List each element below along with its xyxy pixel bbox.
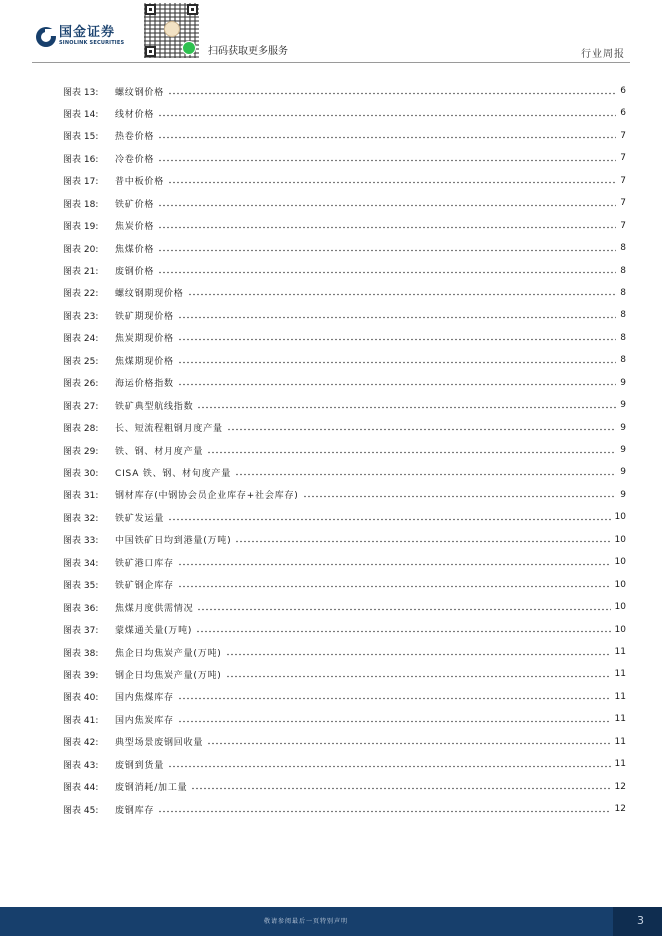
toc-dot-leader: [226, 653, 611, 656]
toc-entry-page: 11: [614, 736, 626, 747]
toc-entry[interactable]: [63, 129, 626, 143]
toc-entry-label: 图表 16:: [63, 154, 99, 165]
toc-entry-label: 图表 21:: [63, 267, 99, 278]
toc-entry-page: 8: [620, 332, 626, 343]
toc-entry-page: 10: [614, 579, 626, 590]
toc-entry-label: 图表 39:: [63, 670, 99, 681]
toc-entry-label: 图表 45:: [63, 805, 99, 816]
toc-entry-label: 图表 36:: [63, 603, 99, 614]
toc-entry-page: 9: [620, 467, 626, 478]
toc-dot-leader: [178, 338, 616, 341]
toc-entry-page: 6: [620, 86, 626, 96]
toc-entry-page: 9: [620, 422, 626, 433]
toc-entry-title: 长、短流程粗钢月度产量: [115, 424, 223, 435]
toc-dot-leader: [178, 720, 611, 723]
toc-entry[interactable]: [63, 488, 626, 502]
toc-entry-label: 图表 41:: [63, 715, 99, 726]
toc-entry-page: 8: [620, 243, 626, 254]
toc-entry-label: 图表 31:: [63, 491, 99, 502]
toc-entry-label: 图表 35:: [63, 581, 99, 592]
toc-entry-page: 10: [614, 602, 626, 613]
toc-entry-title: 废钢库存: [115, 805, 155, 816]
toc-entry-label: 图表 34:: [63, 558, 99, 569]
logo-chinese-name: 国金证券: [59, 25, 116, 40]
toc-entry-label: 图表 42:: [63, 738, 99, 749]
toc-entry-title: 废钢到货量: [115, 760, 165, 771]
toc-entry-page: 11: [614, 647, 626, 657]
toc-dot-leader: [196, 630, 610, 633]
toc-entry-label: 图表 15:: [63, 132, 99, 143]
toc-entry[interactable]: [63, 151, 626, 165]
toc-entry-page: 11: [614, 759, 626, 770]
toc-entry-title: 铁矿期现价格: [115, 311, 174, 322]
toc-entry[interactable]: [63, 241, 626, 255]
toc-dot-leader: [197, 608, 610, 611]
toc-dot-leader: [178, 585, 611, 588]
toc-entry-page: 9: [620, 400, 626, 411]
toc-entry[interactable]: [63, 421, 626, 435]
toc-entry-label: 图表 28:: [63, 424, 99, 435]
toc-entry-page: 11: [614, 669, 626, 680]
toc-entry-page: 10: [614, 557, 626, 568]
toc-dot-leader: [178, 361, 616, 364]
toc-entry-label: 图表 20:: [63, 244, 99, 255]
toc-entry[interactable]: [63, 802, 626, 816]
toc-entry[interactable]: [63, 578, 626, 592]
toc-entry[interactable]: [63, 690, 626, 704]
toc-entry-title: 铁矿钢企库存: [115, 581, 174, 592]
toc-entry-page: 10: [614, 624, 626, 635]
toc-entry-title: 典型场景废钢回收量: [115, 738, 204, 749]
wechat-icon: [182, 41, 196, 55]
toc-dot-leader: [235, 540, 610, 543]
toc-entry-label: 图表 17:: [63, 177, 99, 188]
toc-entry-page: 7: [620, 130, 626, 141]
toc-entry-title: 焦煤期现价格: [115, 356, 174, 367]
toc-entry[interactable]: [63, 443, 626, 457]
toc-entry-title: 冷卷价格: [115, 154, 155, 165]
toc-entry[interactable]: [63, 196, 626, 210]
toc-dot-leader: [158, 271, 616, 274]
toc-entry-title: 国内焦煤库存: [115, 693, 174, 704]
toc-entry-page: 8: [620, 310, 626, 321]
toc-entry-label: 图表 27:: [63, 401, 99, 412]
toc-entry-label: 图表 43:: [63, 760, 99, 771]
toc-entry-label: 图表 26:: [63, 379, 99, 390]
toc-entry-title: 铁、钢、材月度产量: [115, 446, 204, 457]
toc-entry-page: 10: [614, 534, 626, 545]
toc-entry-label: 图表 22:: [63, 289, 99, 300]
toc-entry-page: 7: [620, 175, 626, 186]
toc-entry-title: 铁矿典型航线指数: [115, 401, 194, 412]
toc-dot-leader: [168, 518, 611, 521]
toc-entry-label: 图表 33:: [63, 536, 99, 547]
toc-entry[interactable]: [63, 757, 626, 771]
toc-entry-page: 8: [620, 265, 626, 276]
toc-entry-label: 图表 32:: [63, 513, 99, 524]
toc-entry-label: 图表 13:: [63, 87, 99, 98]
toc-dot-leader: [227, 428, 616, 431]
company-logo: [36, 26, 124, 47]
toc-dot-leader: [235, 473, 616, 476]
toc-entry-page: 7: [620, 198, 626, 209]
toc-entry-title: 螺纹钢期现价格: [115, 289, 184, 300]
toc-entry[interactable]: [63, 106, 626, 120]
toc-dot-leader: [158, 159, 616, 162]
toc-entry-label: 图表 38:: [63, 648, 99, 659]
toc-entry-title: 海运价格指数: [115, 379, 174, 390]
toc-entry-title: 蒙煤通关量(万吨): [115, 626, 193, 637]
toc-entry-title: 废钢消耗/加工量: [115, 783, 188, 794]
toc-dot-leader: [178, 697, 611, 700]
toc-dot-leader: [158, 226, 616, 229]
toc-entry[interactable]: [63, 376, 626, 390]
toc-entry-title: 普中板价格: [115, 177, 165, 188]
toc-entry[interactable]: [63, 286, 626, 300]
toc-entry-page: 7: [620, 220, 626, 231]
toc-entry-label: 图表 25:: [63, 356, 99, 367]
toc-entry-page: 7: [620, 153, 626, 164]
toc-dot-leader: [158, 114, 616, 117]
toc-entry-page: 9: [620, 445, 626, 456]
toc-entry-title: 线材价格: [115, 109, 155, 120]
toc-entry-page: 9: [620, 377, 626, 388]
toc-entry[interactable]: [63, 645, 626, 659]
toc-entry-title: 钢材库存(中钢协会员企业库存+社会库存): [115, 491, 299, 502]
toc-dot-leader: [178, 383, 616, 386]
toc-dot-leader: [168, 92, 616, 95]
qr-center-badge-icon: [164, 21, 180, 37]
toc-entry-title: 铁矿发运量: [115, 513, 165, 524]
toc-dot-leader: [188, 293, 617, 296]
toc-entry-page: 8: [620, 355, 626, 366]
footer-page-box: [613, 907, 662, 936]
toc-entry-label: 图表 40:: [63, 693, 99, 704]
toc-entry-label: 图表 29:: [63, 446, 99, 457]
toc-dot-leader: [226, 675, 611, 678]
toc-entry-page: 6: [620, 108, 626, 119]
toc-entry[interactable]: [63, 398, 626, 412]
toc-entry-page: 12: [614, 781, 626, 792]
toc-entry[interactable]: [63, 533, 626, 547]
toc-entry[interactable]: [63, 353, 626, 367]
toc-entry-page: 8: [620, 287, 626, 298]
logo-mark-icon: [36, 27, 56, 47]
toc-entry-page: 11: [614, 691, 626, 702]
toc-entry[interactable]: [63, 84, 626, 98]
toc-entry-page: 12: [614, 804, 626, 815]
toc-entry-title: 焦煤价格: [115, 244, 155, 255]
toc-entry[interactable]: [63, 264, 626, 278]
toc-entry-page: 9: [620, 489, 626, 500]
toc-dot-leader: [178, 316, 616, 319]
toc-entry-label: 图表 37:: [63, 626, 99, 637]
footer-disclaimer: 敬请参阅最后一页特别声明: [263, 918, 348, 925]
toc-entry-title: 螺纹钢价格: [115, 87, 165, 98]
toc-entry-title: 焦企日均焦炭产量(万吨): [115, 648, 222, 659]
toc-entry-page: 10: [614, 512, 626, 523]
toc-entry-label: 图表 24:: [63, 334, 99, 345]
toc-entry[interactable]: [63, 712, 626, 726]
toc-entry[interactable]: [63, 510, 626, 524]
toc-dot-leader: [207, 451, 616, 454]
toc-dot-leader: [197, 406, 616, 409]
toc-entry[interactable]: [63, 555, 626, 569]
toc-entry[interactable]: [63, 735, 626, 749]
toc-dot-leader: [191, 787, 610, 790]
page-number: 3: [637, 914, 644, 927]
toc-dot-leader: [158, 810, 610, 813]
toc-entry-title: 钢企日均焦炭产量(万吨): [115, 670, 222, 681]
toc-entry-title: 中国铁矿日均到港量(万吨): [115, 536, 232, 547]
toc-entry-title: 焦炭价格: [115, 222, 155, 233]
toc-entry-title: 废钢价格: [115, 267, 155, 278]
toc-entry-page: 11: [614, 714, 626, 725]
report-type-label: 行业周报: [581, 49, 625, 60]
toc-entry-title: 国内焦炭库存: [115, 715, 174, 726]
toc-entry-title: 焦煤月度供需情况: [115, 603, 194, 614]
qr-code-icon[interactable]: [144, 3, 199, 58]
header-divider: [32, 62, 630, 63]
page-header: [0, 0, 662, 64]
toc-entry-label: 图表 14:: [63, 109, 99, 120]
toc-entry-title: 焦炭期现价格: [115, 334, 174, 345]
toc-entry[interactable]: [63, 465, 626, 479]
toc-entry[interactable]: [63, 219, 626, 233]
toc-dot-leader: [168, 181, 616, 184]
toc-dot-leader: [158, 204, 616, 207]
toc-entry-label: 图表 30:: [63, 468, 99, 479]
toc-dot-leader: [178, 563, 611, 566]
toc-entry-label: 图表 44:: [63, 783, 99, 794]
toc-dot-leader: [158, 136, 616, 139]
toc-entry-title: 铁矿价格: [115, 199, 155, 210]
toc-entry[interactable]: [63, 174, 626, 188]
logo-english-name: SINOLINK SECURITIES: [59, 40, 125, 46]
toc-entry[interactable]: [63, 623, 626, 637]
toc-entry[interactable]: [63, 780, 626, 794]
toc-dot-leader: [207, 742, 610, 745]
toc-entry-title: 铁矿港口库存: [115, 558, 174, 569]
toc-dot-leader: [303, 495, 617, 498]
scan-for-services-text: 扫码获取更多服务: [208, 46, 288, 57]
toc-entry[interactable]: [63, 308, 626, 322]
toc-entry[interactable]: [63, 600, 626, 614]
toc-dot-leader: [168, 765, 611, 768]
toc-entry-title: CISA 铁、钢、材旬度产量: [115, 468, 232, 479]
toc-entry[interactable]: [63, 331, 626, 345]
toc-entry-label: 图表 18:: [63, 199, 99, 210]
toc-entry-label: 图表 19:: [63, 222, 99, 233]
toc-entry[interactable]: [63, 667, 626, 681]
toc-entry-title: 热卷价格: [115, 132, 155, 143]
toc-dot-leader: [158, 249, 616, 252]
toc-entry-label: 图表 23:: [63, 311, 99, 322]
page-footer: [0, 907, 662, 936]
